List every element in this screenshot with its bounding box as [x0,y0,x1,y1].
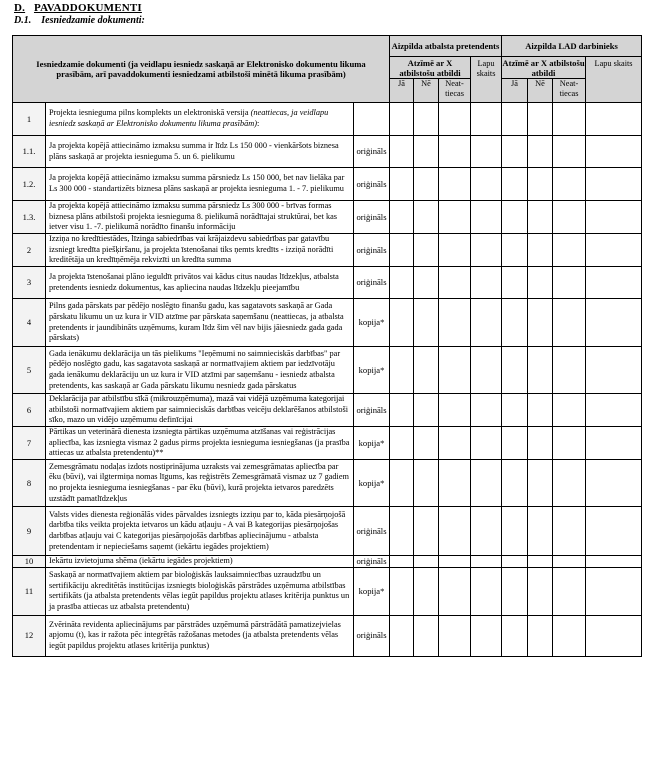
applicant-no-cell[interactable] [414,299,439,347]
lad-no-cell[interactable] [528,103,553,136]
header-mark-lad: Atzīmē ar X atbilstošu atbildi [502,57,585,78]
lad-yes-cell[interactable] [502,201,528,234]
row-number: 7 [13,427,46,460]
lad-yes-cell[interactable] [502,267,528,299]
row-description: Pilns gada pārskats par pēdējo noslēgto finanšu gadu, kas sagatavots saskaņā ar Gada pārskatu likumu un uz kura ir VID atzīme par pārskata saņemšanu (neattiecas, ja atbalsta pretendents ir jaundibināts uzņēmums, kuram līdz šim vēl nav bijis jāiesniedz gada gada pārskats) [46,299,354,347]
lad-no-cell[interactable] [528,299,553,347]
lad-pages-cell[interactable] [586,234,642,267]
row-document-type: kopija* [354,299,390,347]
table-row [13,201,642,234]
applicant-no-cell[interactable] [414,556,439,568]
header-applicant-group: Aizpilda atbalsta pretendents [390,36,502,57]
lad-no-cell[interactable] [528,201,553,234]
lad-na-cell[interactable] [553,556,586,568]
applicant-na-cell[interactable] [439,394,471,427]
row-document-type: kopija* [354,567,390,615]
applicant-pages-cell[interactable] [471,347,502,394]
applicant-no-cell[interactable] [414,136,439,168]
lad-na-cell[interactable] [553,507,586,556]
lad-yes-cell[interactable] [502,136,528,168]
applicant-no-cell[interactable] [414,201,439,234]
table-header [13,36,642,103]
applicant-yes-cell[interactable] [390,460,414,507]
lad-no-cell[interactable] [528,394,553,427]
applicant-na-cell[interactable] [439,234,471,267]
row-number: 12 [13,615,46,656]
row-number: 10 [13,556,46,568]
row-number: 11 [13,567,46,615]
header-documents: Iesniedzamie dokumenti (ja veidlapu iesniedz saskaņā ar Elektronisko dokumentu likuma prasībām, arī pavaddokumenti iesniedzami atbilstoši minētā likuma prasībām) [13,36,390,103]
applicant-yes-cell[interactable] [390,267,414,299]
applicant-na-cell[interactable] [439,347,471,394]
applicant-yes-cell[interactable] [390,427,414,460]
applicant-pages-cell[interactable] [471,567,502,615]
lad-na-cell[interactable] [553,267,586,299]
applicant-no-cell[interactable] [414,347,439,394]
row-document-type: oriģināls [354,615,390,656]
table-row [13,347,642,394]
row-description: Pārtikas un veterinārā dienesta izsniegta pārtikas uzņēmuma atzīšanas vai reģistrācijas apliecība, kas izsniegta vismaz 2 gadus pirms projekta iesnieguma iesniegšanas (ja prasība attiecas uz atbalsta pretendentu)** [46,427,354,460]
documents-table [12,35,642,657]
lad-no-cell[interactable] [528,234,553,267]
table-row [13,615,642,656]
table-row [13,567,642,615]
applicant-yes-cell[interactable] [390,299,414,347]
applicant-yes-cell[interactable] [390,168,414,201]
lad-yes-cell[interactable] [502,234,528,267]
row-description: Iekārtu izvietojuma shēma (iekārtu iegādes projektiem) [46,556,354,568]
applicant-na-cell[interactable] [439,567,471,615]
lad-yes-cell[interactable] [502,507,528,556]
lad-na-cell[interactable] [553,567,586,615]
lad-na-cell[interactable] [553,299,586,347]
applicant-yes-cell[interactable] [390,567,414,615]
applicant-yes-cell[interactable] [390,234,414,267]
row-number: 1 [13,103,46,136]
lad-yes-cell[interactable] [502,394,528,427]
applicant-no-cell[interactable] [414,507,439,556]
row-number: 5 [13,347,46,394]
lad-pages-cell[interactable] [586,460,642,507]
applicant-no-cell[interactable] [414,168,439,201]
section-title: PAVADDOKUMENTI [33,2,142,14]
lad-pages-cell[interactable] [586,201,642,234]
header-no-lad: Nē [528,79,553,103]
lad-pages-cell[interactable] [586,299,642,347]
applicant-pages-cell[interactable] [471,234,502,267]
row-number: 1.2. [13,168,46,201]
row-description: Zvērināta revidenta apliecinājums par pārstrādes uzņēmumā pārstrādātā pamatizejvielas apjomu (t), kas ir ražota pēc integrētās ražošanas metodes (ja atbalsta pretendents vēlas iegūt papildus projektu atlases kritērija punktus) [46,615,354,656]
applicant-pages-cell[interactable] [471,201,502,234]
row-description: Gada ienākumu deklarācija un tās pielikums "Ieņēmumi no saimnieciskās darbības" par pēdējo noslēgto gadu, kas sagatavota saskaņā ar normatīvajiem aktiem par iedzīvotāju gada ienākumu deklarāciju un uz kura ir VID atzīmi par saņemšanu - iesniedz atbalsta pretendents, kas saskaņā ar Gada pārskatu likumu nesniedz gada pārskatus [46,347,354,394]
lad-na-cell[interactable] [553,615,586,656]
row-document-type: kopija* [354,347,390,394]
applicant-no-cell[interactable] [414,460,439,507]
applicant-na-cell[interactable] [439,136,471,168]
row-document-type: oriģināls [354,234,390,267]
lad-pages-cell[interactable] [586,103,642,136]
applicant-yes-cell[interactable] [390,347,414,394]
row-document-type: oriģināls [354,507,390,556]
lad-yes-cell[interactable] [502,103,528,136]
applicant-no-cell[interactable] [414,234,439,267]
row-description-text: Projekta iesnieguma pilns komplekts un elektroniskā versija [49,108,251,118]
header-pages-applicant: Lapu skaits [471,57,502,103]
lad-pages-cell[interactable] [586,347,642,394]
row-description: Ja projekta kopējā attiecināmo izmaksu summa ir līdz Ls 150 000 - vienkāršots biznesa plāns saskaņā ar projekta iesnieguma 5. un 6. pielikumu [46,136,354,168]
row-document-type: kopija* [354,427,390,460]
lad-pages-cell[interactable] [586,394,642,427]
lad-yes-cell[interactable] [502,347,528,394]
lad-na-cell[interactable] [553,103,586,136]
applicant-no-cell[interactable] [414,567,439,615]
applicant-pages-cell[interactable] [471,556,502,568]
lad-no-cell[interactable] [528,136,553,168]
lad-pages-cell[interactable] [586,136,642,168]
applicant-no-cell[interactable] [414,103,439,136]
lad-pages-cell[interactable] [586,507,642,556]
row-description: Valsts vides dienesta reģionālās vides pārvaldes izsniegts izziņu par to, kāda piesārņojošā darbība tiks veikta projekta ietvaros un kādu atļauju - A vai B kategorijas piesārņojošas darbības atļauju vai C kategorijas piesārņojošās darbības apliecinājumu - atbalsta pretendentam ir nepieciešams saņemt (iekārtu iegādes projektiem) [46,507,354,556]
table-body [13,103,642,657]
applicant-na-cell[interactable] [439,556,471,568]
subsection-title: Iesniedzamie dokumenti: [41,15,145,26]
lad-no-cell[interactable] [528,567,553,615]
lad-na-cell[interactable] [553,168,586,201]
applicant-pages-cell[interactable] [471,507,502,556]
table-row [13,556,642,568]
row-document-type: oriģināls [354,168,390,201]
row-description: Ja projekta kopējā attiecināmo izmaksu summa pārsniedz Ls 300 000 - brīvas formas biznesa plāns atbilstoši projekta iesnieguma 8. pielikumā norādītajai struktūrai, bet kas ietver visu 1. -7. pielikumā norādīto finanšu informāciju [46,201,354,234]
applicant-yes-cell[interactable] [390,507,414,556]
section-heading [14,2,142,14]
lad-pages-cell[interactable] [586,427,642,460]
applicant-na-cell[interactable] [439,103,471,136]
applicant-pages-cell[interactable] [471,460,502,507]
applicant-pages-cell[interactable] [471,615,502,656]
row-description: Ja projekta īstenošanai plāno ieguldīt privātos vai kādus citus naudas līdzekļus, atbalsta pretendents iesniedz dokumentus, kas apliecina naudas līdzekļu pieejamību [46,267,354,299]
row-description: Saskaņā ar normatīvajiem aktiem par bioloģiskās lauksaimniecības uzraudzību un sertifikāciju akreditētās institūcijas izsniegts bioloģiskās pārstrādes uzņēmuma atbilstības sertifikāts (ja atbalsta pretendents vēlas iegūt papildus projektu atlases kritērija punktus un ja prasība attiecas uz atbalsta pretendentu) [46,567,354,615]
applicant-na-cell[interactable] [439,460,471,507]
lad-no-cell[interactable] [528,168,553,201]
section-letter: D. [14,2,26,14]
row-description: Izziņa no kredītiestādes, līzinga sabiedrības vai krājaizdevu sabiedrības par gatavību izsniegt kredīta piešķiršanu, ja projekta īstenošanai tiks ņemts kredīts - izziņā norādīti kreditētāja un kredītņēmēja rekvizīti un kredīta summa [46,234,354,267]
applicant-no-cell[interactable] [414,615,439,656]
lad-yes-cell[interactable] [502,460,528,507]
lad-yes-cell[interactable] [502,299,528,347]
row-document-type: kopija* [354,460,390,507]
row-description-note: (neattiecas, ja veidlapu iesniedz saskaņā ar Elektronisko dokumentu likuma prasībām) [49,108,329,128]
lad-pages-cell[interactable] [586,567,642,615]
applicant-na-cell[interactable] [439,168,471,201]
applicant-na-cell[interactable] [439,201,471,234]
row-document-type: oriģināls [354,556,390,568]
row-number: 6 [13,394,46,427]
lad-na-cell[interactable] [553,427,586,460]
table-row [13,460,642,507]
row-document-type: oriģināls [354,136,390,168]
row-description: Ja projekta kopējā attiecināmo izmaksu summa pārsniedz Ls 150 000, bet nav lielāka par Ls 300 000 - standartizēts biznesa plāns saskaņā ar projekta iesnieguma 1. - 7. pielikumu [46,168,354,201]
lad-yes-cell[interactable] [502,556,528,568]
applicant-no-cell[interactable] [414,427,439,460]
table-row [13,394,642,427]
lad-pages-cell[interactable] [586,267,642,299]
row-number: 3 [13,267,46,299]
applicant-no-cell[interactable] [414,394,439,427]
lad-pages-cell[interactable] [586,168,642,201]
row-description [46,103,354,136]
row-description-tail: : [257,119,260,128]
lad-yes-cell[interactable] [502,615,528,656]
lad-no-cell[interactable] [528,427,553,460]
header-na-applicant: Neat-tiecas [439,79,471,103]
lad-pages-cell[interactable] [586,556,642,568]
applicant-pages-cell[interactable] [471,168,502,201]
row-number: 1.1. [13,136,46,168]
subsection-heading [14,15,145,26]
lad-pages-cell[interactable] [586,615,642,656]
applicant-pages-cell[interactable] [471,427,502,460]
lad-na-cell[interactable] [553,136,586,168]
row-document-type: oriģināls [354,394,390,427]
lad-no-cell[interactable] [528,267,553,299]
subsection-number: D.1. [14,15,32,26]
applicant-na-cell[interactable] [439,507,471,556]
header-pages-lad: Lapu skaits [586,57,642,103]
applicant-pages-cell[interactable] [471,103,502,136]
applicant-pages-cell[interactable] [471,299,502,347]
header-na-lad: Neat-tiecas [553,79,586,103]
header-yes-lad: Jā [502,79,528,103]
row-number: 9 [13,507,46,556]
applicant-na-cell[interactable] [439,427,471,460]
row-document-type: oriģināls [354,267,390,299]
table-row [13,234,642,267]
lad-na-cell[interactable] [553,394,586,427]
row-number: 8 [13,460,46,507]
lad-no-cell[interactable] [528,615,553,656]
applicant-yes-cell[interactable] [390,103,414,136]
lad-yes-cell[interactable] [502,168,528,201]
applicant-na-cell[interactable] [439,615,471,656]
applicant-yes-cell[interactable] [390,201,414,234]
lad-na-cell[interactable] [553,201,586,234]
table-row [13,136,642,168]
table-row [13,427,642,460]
row-number: 4 [13,299,46,347]
lad-no-cell[interactable] [528,460,553,507]
header-yes-applicant: Jā [390,79,414,103]
applicant-yes-cell[interactable] [390,136,414,168]
applicant-pages-cell[interactable] [471,267,502,299]
applicant-yes-cell[interactable] [390,615,414,656]
table-row [13,507,642,556]
row-document-type: oriģināls [354,201,390,234]
applicant-yes-cell[interactable] [390,394,414,427]
applicant-yes-cell[interactable] [390,556,414,568]
lad-no-cell[interactable] [528,507,553,556]
header-mark-applicant: Atzīmē ar X atbilstošu atbildi [390,57,471,79]
lad-no-cell[interactable] [528,347,553,394]
applicant-no-cell[interactable] [414,267,439,299]
header-lad-group: Aizpilda LAD darbinieks [502,36,642,57]
row-number: 2 [13,234,46,267]
header-no-applicant: Nē [414,79,439,103]
applicant-pages-cell[interactable] [471,394,502,427]
table-row [13,103,642,136]
table-row [13,168,642,201]
applicant-na-cell[interactable] [439,267,471,299]
lad-yes-cell[interactable] [502,567,528,615]
row-number: 1.3. [13,201,46,234]
lad-yes-cell[interactable] [502,427,528,460]
row-description: Deklarācija par atbilstību sīkā (mikrouzņēmuma), mazā vai vidējā uzņēmuma kategorijai atbilstoši normatīvajiem aktiem par saimnieciskās darbības veicēju deklarēšanos atbilstoši sīko, mazo un vidējo uzņēmumu definīcijai [46,394,354,427]
table-row [13,299,642,347]
applicant-pages-cell[interactable] [471,136,502,168]
row-document-type [354,103,390,136]
applicant-na-cell[interactable] [439,299,471,347]
lad-na-cell[interactable] [553,460,586,507]
lad-no-cell[interactable] [528,556,553,568]
lad-na-cell[interactable] [553,347,586,394]
table-row [13,267,642,299]
lad-na-cell[interactable] [553,234,586,267]
row-description: Zemesgrāmatu nodaļas izdots nostiprinājuma uzraksts vai zemesgrāmatas apliecība par ēku (būvi), vai ilgtermiņa nomas līgums, kas reģistrēts Zemesgrāmatā vismaz uz 7 gadiem no projekta iesnieguma iesniegšanas - par ēku (būvi), kurā projekta ietvaros paredzēts uzstādīt pamatlīdzekļus [46,460,354,507]
